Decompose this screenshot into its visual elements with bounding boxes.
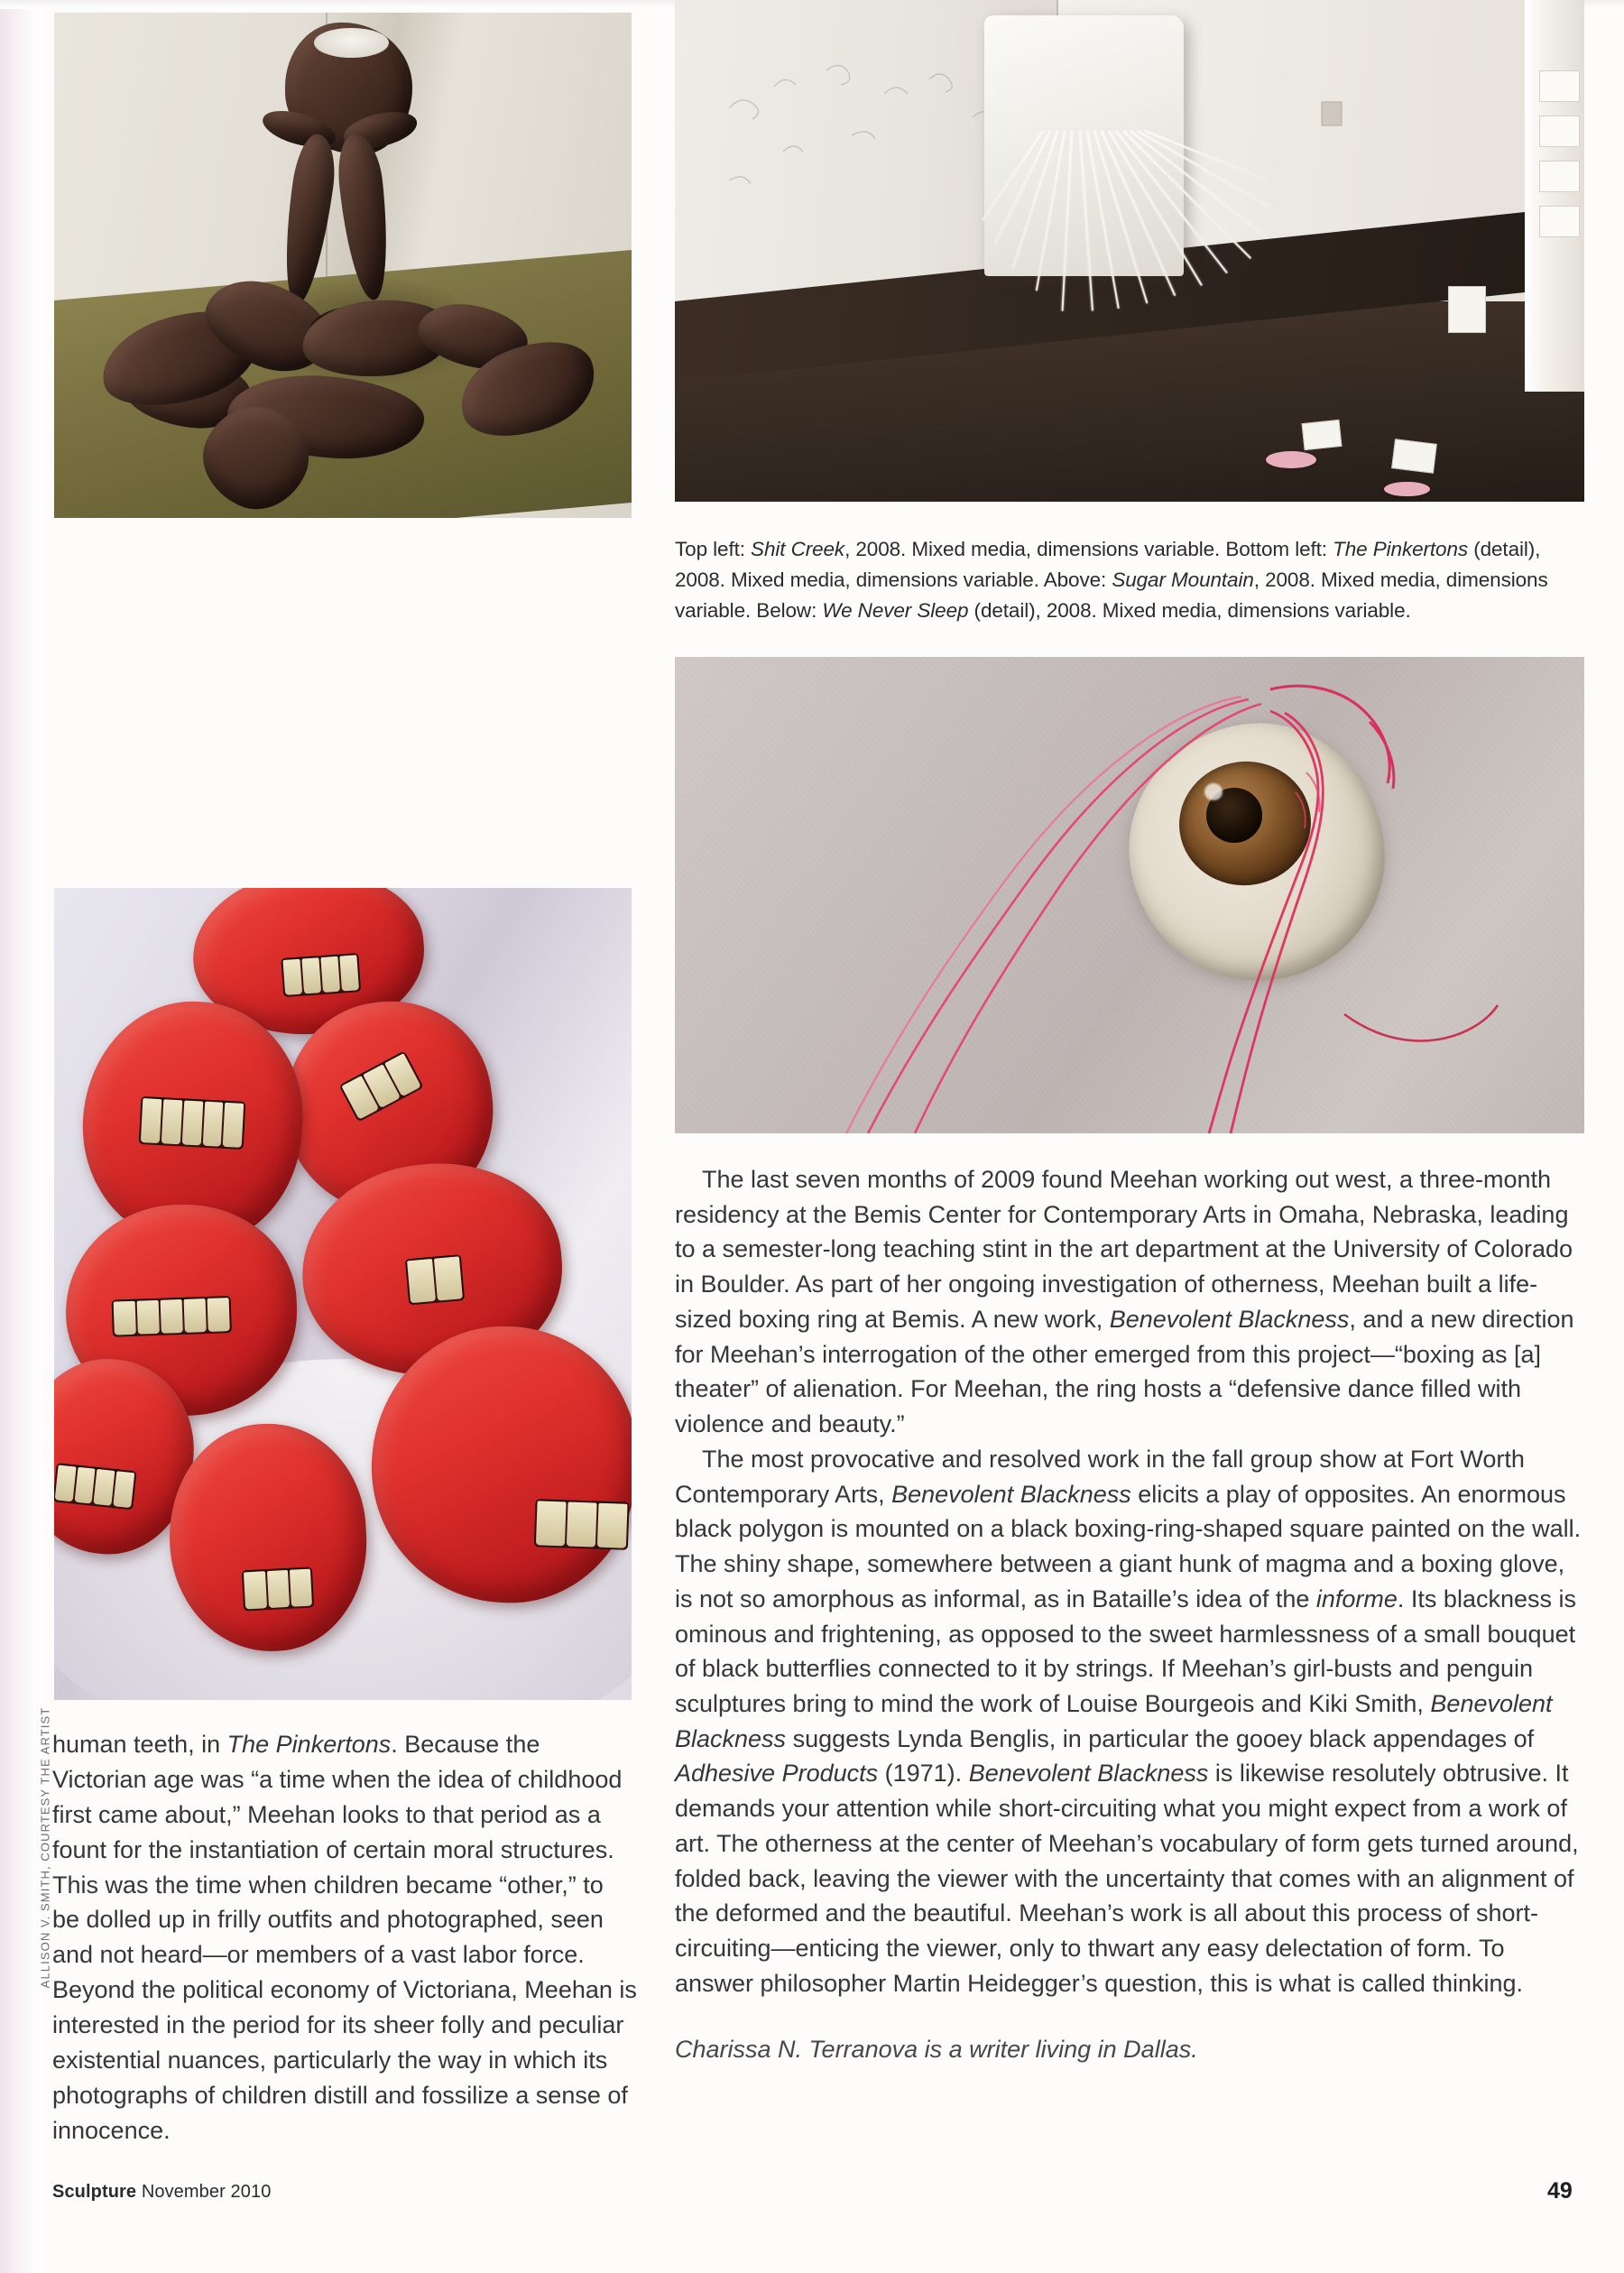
image-sugar-mountain <box>675 0 1584 502</box>
body-text-right-column <box>675 1162 1584 2066</box>
floor-object-2 <box>1392 439 1438 474</box>
red-thread-group <box>675 657 1584 1133</box>
floor-object-1 <box>1301 420 1342 450</box>
teeth-row <box>54 1463 136 1510</box>
wall-frame-2 <box>1539 115 1580 147</box>
left-text-post: . Because the Victorian age was “a time when the idea of childhood first came about,” Meehan looks to that period as a fount for the instantiation of certain moral structures. This was the time when children became “other,” to be dolled up in frilly outfits and photographed, seen and not heard—or members of a vast labor force. Beyond the political economy of Victoriana, Meehan is interested in the period for its sheer folly and peculiar existential nuances, particularly the way in which its photographs of children distill and fossilize a sense of innocence. <box>52 1731 637 2144</box>
teeth-row <box>405 1254 465 1305</box>
caption-seg-4: , 2008. Mixed media, dimensions variable. Below: <box>675 568 1548 623</box>
p2-title-benevolent-blackness-3: Benevolent Blackness <box>968 1760 1209 1788</box>
floor-pill-2 <box>1384 482 1429 497</box>
paragraph-residency <box>675 1162 1584 1442</box>
p2-title-adhesive-products: Adhesive Products <box>675 1760 879 1788</box>
p2-part-b: elicits a play of opposites. An enormous black polygon is mounted on a black boxing-ring-shaped square painted on the wall. The shiny shape, somewhere between a giant hunk of magma and a boxing glove, is not so amorphous as informal, as in Bataille’s idea of the <box>675 1480 1582 1612</box>
footer-issue-date: November 2010 <box>141 2182 272 2202</box>
caption-seg-2: , 2008. Mixed media, dimensions variable. Bottom left: <box>844 538 1333 560</box>
wall-frame-1 <box>1539 70 1580 102</box>
teeth-row <box>139 1096 245 1150</box>
wall-frame-3 <box>1539 161 1580 192</box>
teeth-row <box>533 1499 629 1550</box>
p2-title-benevolent-blackness-1: Benevolent Blackness <box>891 1480 1131 1508</box>
p2-part-a: The most provocative and resolved work in the fall group show at Fort Worth Contemporary Arts, <box>675 1445 1525 1508</box>
caption-seg-5: (detail), 2008. Mixed media, dimensions variable. <box>968 599 1411 623</box>
doorway-edge <box>1525 0 1584 392</box>
figure-caption <box>675 534 1584 627</box>
p1-part-a: The last seven months of 2009 found Meehan working out west, a three-month residency at the Bemis Center for Contemporary Arts in Omaha, Nebraska, leading to a semester-long teaching stint in the art department at the University of Colorado in Boulder. As part of her ongoing investigation of otherness, Meehan built a life-sized boxing ring at Bemis. A new work, <box>675 1166 1573 1333</box>
p2-part-e: (1971). <box>878 1760 969 1788</box>
p2-part-f: is likewise resolutely obtrusive. It demands your attention while short-circuiting what you might expect from a work of art. The otherness at the center of Meehan’s vocabulary of form gets turned around, folded back, leaving the viewer with the uncertainty that comes with an alignment of the deformed and the beautiful. Meehan’s work is all about this process of short-circuiting—enticing the viewer, only to thwart any easy delectation of form. To answer philosopher Martin Heidegger’s question, this is what is called thinking. <box>675 1760 1579 1997</box>
left-text-title-pinkertons: The Pinkertons <box>226 1731 392 1758</box>
tendril-group <box>875 131 1239 311</box>
wall-frame-4 <box>1539 206 1580 237</box>
floor-object-3 <box>1448 286 1486 333</box>
p1-title-benevolent-blackness: Benevolent Blackness <box>1109 1305 1350 1333</box>
footer-masthead <box>52 2182 271 2203</box>
image-we-never-sleep <box>675 657 1584 1133</box>
teeth-row <box>281 953 361 997</box>
p2-title-benevolent-blackness-2: Benevolent Blackness <box>675 1690 1553 1752</box>
caption-title-we-never-sleep: We Never Sleep <box>822 599 969 623</box>
photo-credit-vertical: ALLISON V. SMITH, COURTESY THE ARTIST <box>38 1706 52 1989</box>
caption-seg-3: (detail), 2008. Mixed media, dimensions variable. Above: <box>675 538 1541 592</box>
caption-seg-1: Top left: <box>675 538 752 560</box>
p2-part-c: . Its blackness is ominous and frightening, as opposed to the sweet harmlessness of a small bouquet of black butterflies connected to it by strings. If Meehan’s girl-busts and penguin sculptures bring to mind the work of Louise Bourgeois and Kiki Smith, <box>675 1585 1576 1718</box>
scan-left-edge <box>0 0 42 2273</box>
teeth-row <box>112 1296 232 1337</box>
caption-title-pinkertons: The Pinkertons <box>1333 538 1469 560</box>
p2-part-d: suggests Lynda Benglis, in particular the gooey black appendages of <box>786 1724 1535 1752</box>
p2-term-informe: informe <box>1315 1585 1398 1612</box>
page-number: 49 <box>1547 2178 1573 2204</box>
paragraph-benevolent-blackness <box>675 1442 1584 2001</box>
footer-magazine-name: Sculpture <box>52 2182 137 2202</box>
body-text-left-column <box>52 1727 637 2148</box>
teeth-row <box>339 1050 424 1122</box>
author-byline: Charissa N. Terranova is a writer living in Dallas. <box>675 2035 1198 2063</box>
image-shit-creek <box>54 13 632 518</box>
caption-title-shit-creek: Shit Creek <box>751 538 845 560</box>
caption-title-sugar-mountain: Sugar Mountain <box>1112 568 1254 592</box>
image-the-pinkertons <box>54 888 632 1700</box>
left-text-pre: human teeth, in <box>52 1731 227 1758</box>
p1-part-b: , and a new direction for Meehan’s interrogation of the other emerged from this project—“boxing as [a] theater” of alienation. For Meehan, the ring hosts a “defensive dance filled with violence and beauty.” <box>675 1305 1574 1438</box>
teeth-row <box>242 1567 314 1611</box>
